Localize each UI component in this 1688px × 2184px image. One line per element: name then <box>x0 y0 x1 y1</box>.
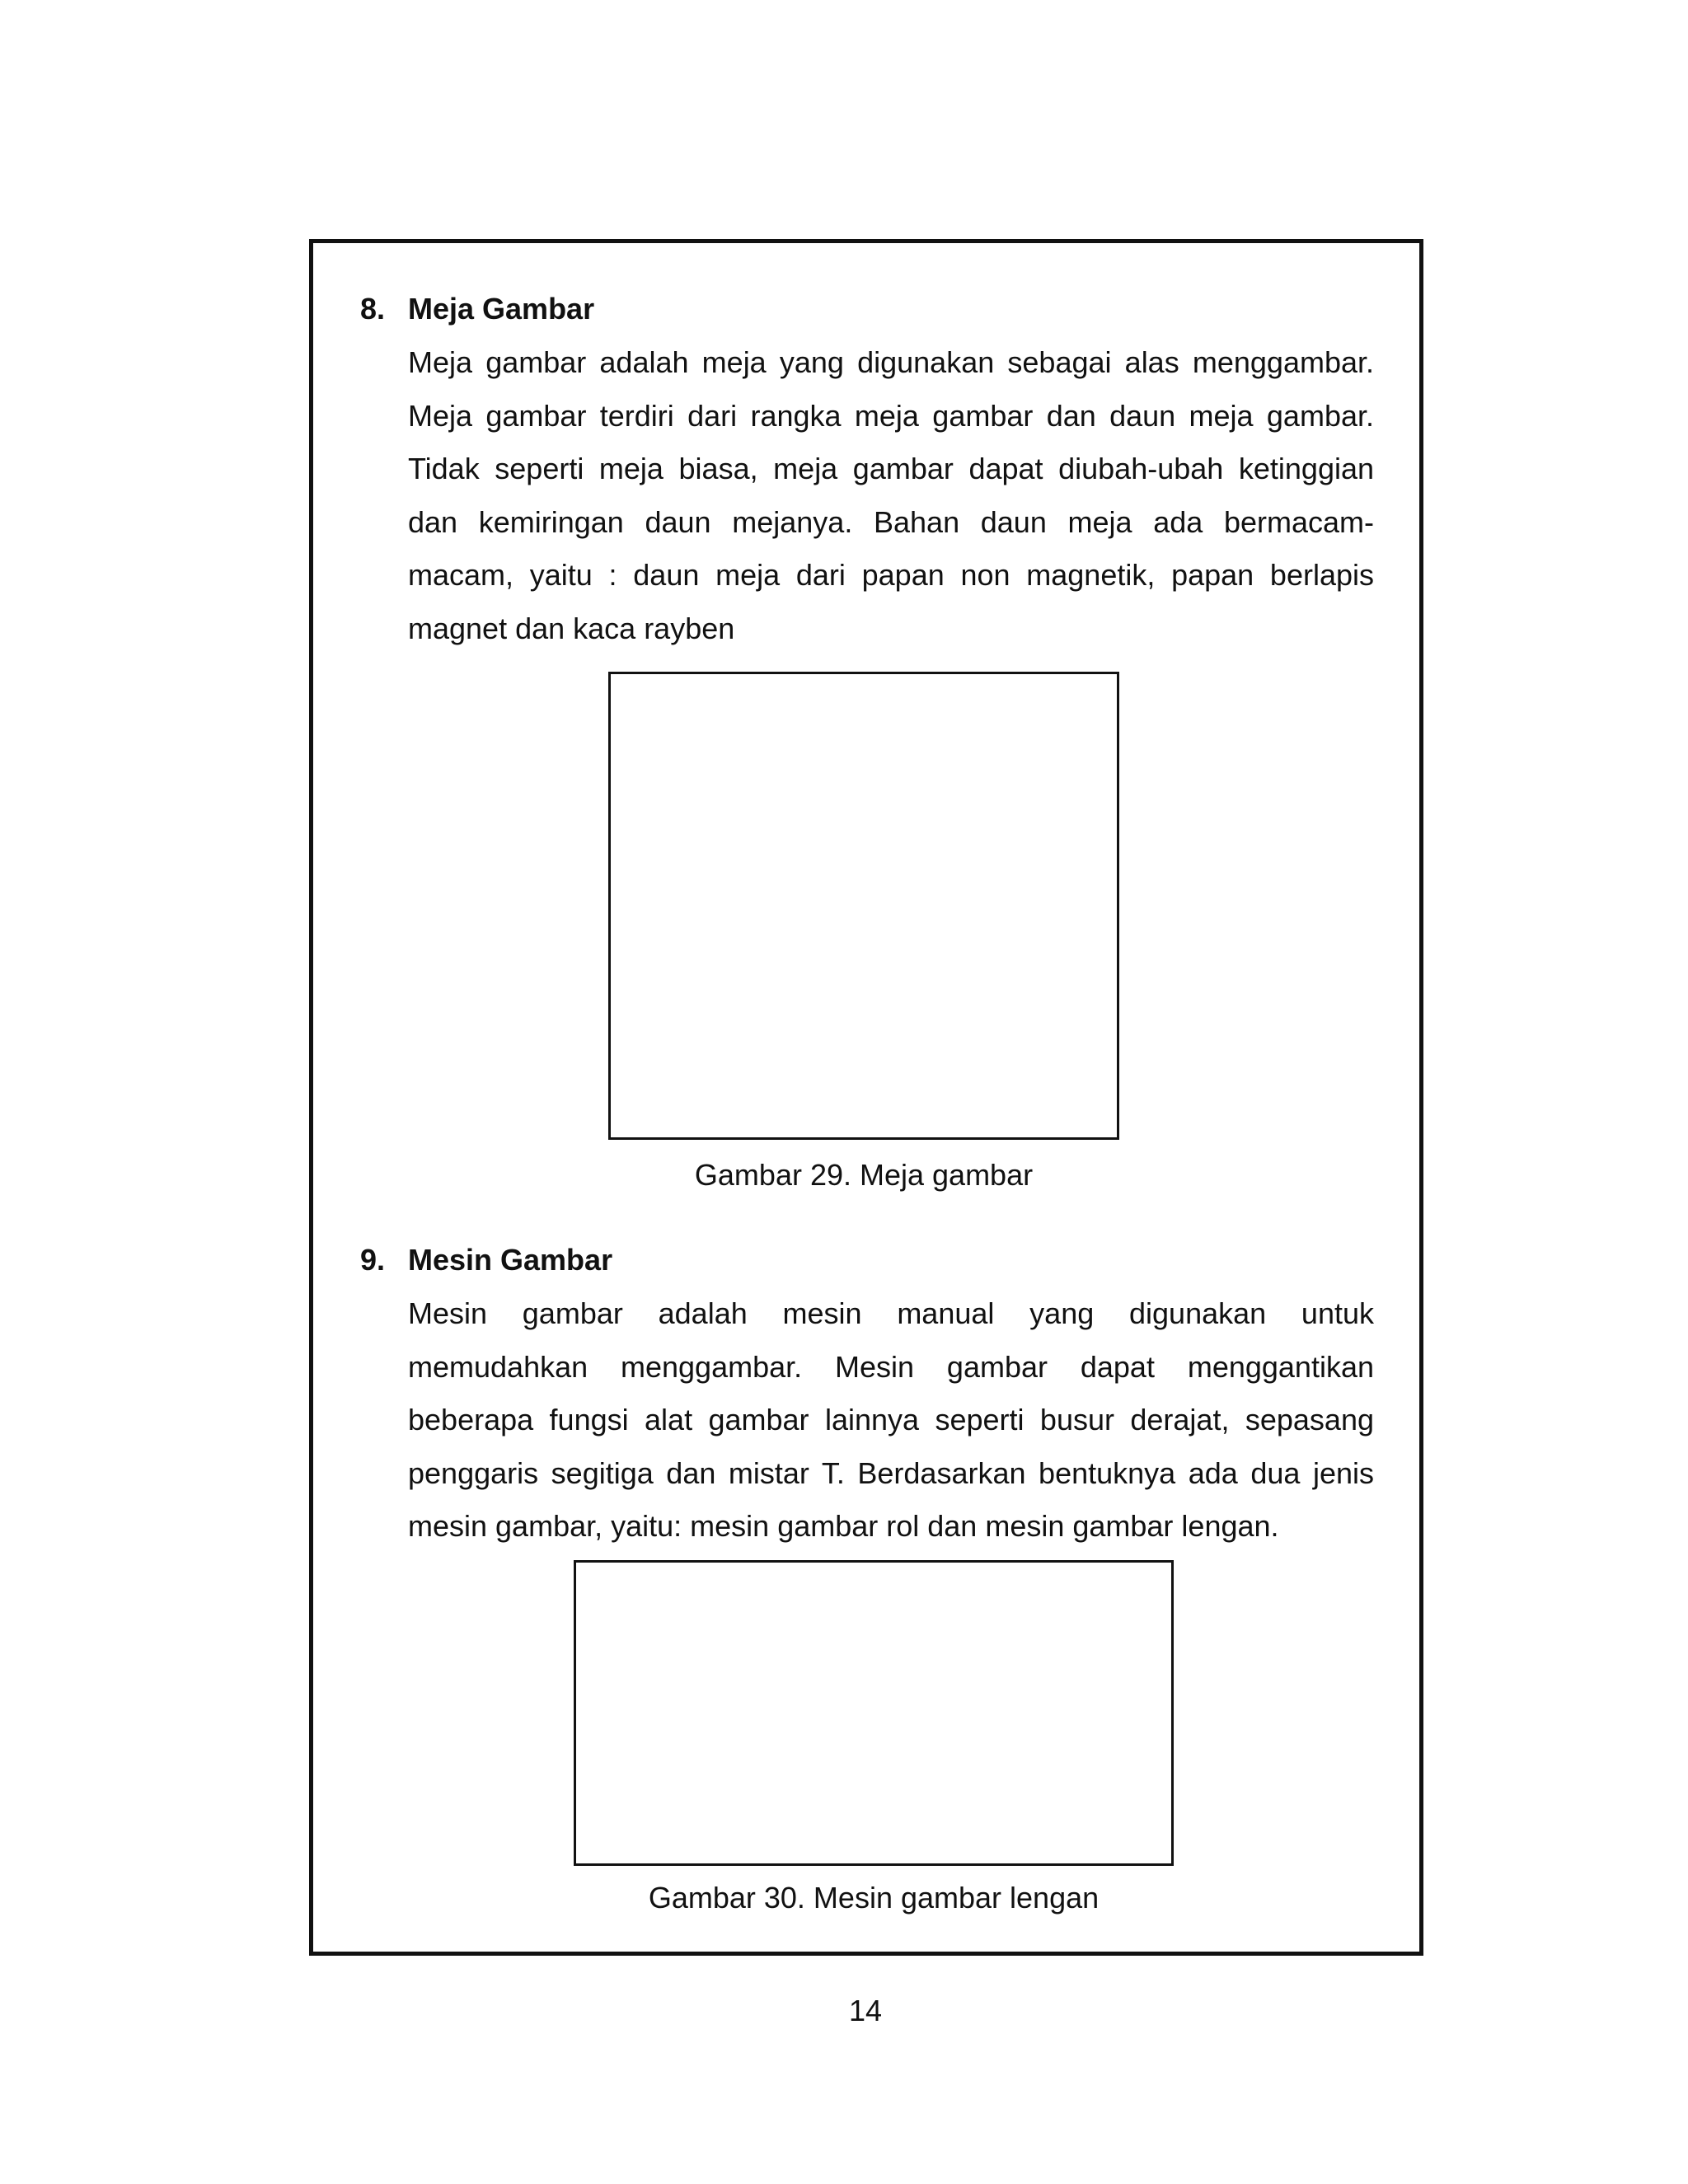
paragraph-line: Mesin gambar adalah mesin manual yang digunakan untuk <box>408 1296 1374 1330</box>
paragraph-line: mesin gambar, yaitu: mesin gambar rol dan mesin gambar lengan. <box>408 1509 1279 1543</box>
section-heading-mesin-gambar <box>360 1245 612 1275</box>
paragraph-line: penggaris segitiga dan mistar T. Berdasarkan bentuknya ada dua jenis <box>408 1455 1374 1490</box>
figure-placeholder-mesin-gambar <box>574 1560 1174 1866</box>
section-number: 9. <box>360 1243 386 1277</box>
section-number: 8. <box>360 292 386 326</box>
paragraph-line: dan kemiringan daun mejanya. Bahan daun meja ada bermacam- <box>408 504 1374 539</box>
section-paragraph-mesin-gambar <box>408 1287 1374 1554</box>
paragraph-line: magnet dan kaca rayben <box>408 611 735 645</box>
paragraph-line: Meja gambar terdiri dari rangka meja gambar dan daun meja gambar. <box>408 398 1374 433</box>
section-title: Mesin Gambar <box>408 1243 613 1277</box>
section-title: Meja Gambar <box>408 292 595 326</box>
section-heading-meja-gambar <box>360 294 594 324</box>
figure-caption: Gambar 30. Mesin gambar lengan <box>648 1881 1100 1915</box>
paragraph-line: Meja gambar adalah meja yang digunakan sebagai alas menggambar. <box>408 345 1374 379</box>
paragraph-line: Tidak seperti meja biasa, meja gambar dapat diubah-ubah ketinggian <box>408 452 1374 485</box>
section-paragraph-meja-gambar <box>408 336 1374 655</box>
paragraph-line: macam, yaitu : daun meja dari papan non magnetik, papan berlapis <box>408 558 1374 592</box>
figure-caption: Gambar 29. Meja gambar <box>694 1158 1034 1192</box>
paragraph-line: beberapa fungsi alat gambar lainnya seperti busur derajat, sepasang <box>408 1403 1374 1436</box>
figure-placeholder-meja-gambar <box>608 672 1119 1140</box>
paragraph-line: memudahkan menggambar. Mesin gambar dapat menggantikan <box>408 1349 1374 1384</box>
page-number: 14 <box>848 1994 883 2027</box>
